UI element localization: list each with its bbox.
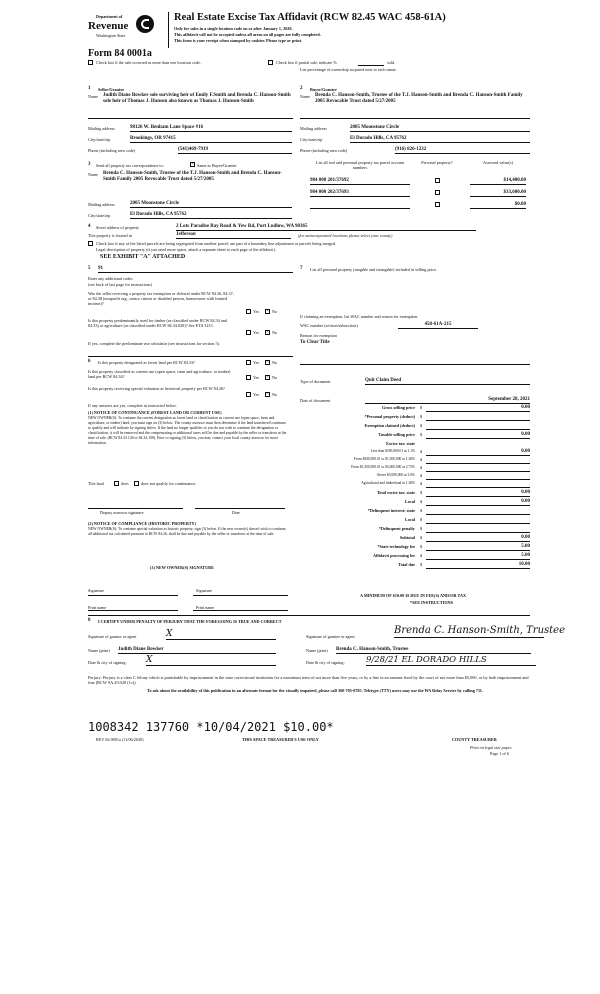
tax-row-label: Affidavit processing fee bbox=[372, 553, 415, 558]
tax-row-dollar: $ bbox=[420, 457, 423, 462]
parcels-header: List all real and personal property tax parcel account numbers bbox=[315, 160, 405, 170]
s6q1-yes-label: Yes bbox=[253, 360, 260, 365]
partial-sale-label: Check box if partial sale, indicate % bbox=[276, 60, 337, 65]
sec3-city[interactable]: El Dorado Hills, CA 95762 bbox=[130, 212, 292, 219]
tax-row-dollar: $ bbox=[420, 423, 423, 428]
owner-signature-label: Signature bbox=[88, 588, 105, 593]
doc-date-label: Date of document bbox=[300, 398, 330, 403]
seller-mailing-label: Mailing address bbox=[88, 126, 115, 131]
assessed-value-header: Assessed value(s) bbox=[483, 160, 513, 165]
multi-location-checkbox[interactable] bbox=[88, 60, 93, 65]
grantee-name-label: Name (print) bbox=[306, 648, 328, 653]
tax-row-label: Exemption claimed (deduct) bbox=[364, 423, 415, 428]
tax-row-dollar: $ bbox=[420, 490, 423, 495]
grantee-date-city[interactable]: 9/28/21 EL DORADO HILLS bbox=[366, 655, 536, 666]
see-instructions-note: *SEE INSTRUCTIONS bbox=[410, 600, 453, 605]
tax-row-dollar: $ bbox=[420, 562, 423, 567]
predominate-use-note: If yes, complete the predominate use calculator (see instructions for section 5). bbox=[88, 341, 220, 346]
assessed-value[interactable]: $0.00 bbox=[470, 202, 526, 209]
q1-no-checkbox[interactable]: × bbox=[266, 309, 269, 314]
seller-city-label: City/state/zip bbox=[88, 137, 111, 142]
tax-row-dollar: $ bbox=[420, 508, 423, 513]
buyer-name[interactable]: Brenda C. Hanson-Smith, Trustee of the T.J. Hanson-Smith and Brenda C. Hanson-Smith Family 2005 Revocable Trust dated 5/27/2005 bbox=[315, 93, 523, 104]
owner-print-name-label-2: Print name bbox=[196, 605, 215, 610]
s6q2-no-label: No bbox=[272, 375, 278, 380]
does-label: does bbox=[121, 481, 129, 486]
tax-row-dollar: $ bbox=[420, 473, 423, 478]
q1-yes-checkbox[interactable] bbox=[246, 309, 251, 314]
does-not-checkbox[interactable] bbox=[134, 481, 139, 486]
exemption-reason[interactable]: To Clear Title bbox=[300, 340, 330, 345]
sec8-number: 8 bbox=[88, 618, 91, 623]
seller-number: 1 bbox=[88, 86, 91, 91]
subtitle-3: This form is your receipt when stamped by cashier. Please type or print. bbox=[174, 38, 303, 43]
exhibit-attached[interactable]: SEE EXHIBIT "A" ATTACHED bbox=[100, 254, 186, 260]
s6q1-no-checkbox[interactable]: × bbox=[266, 360, 269, 365]
tax-row-value[interactable] bbox=[426, 414, 530, 421]
q2-yes-label: Yes bbox=[253, 330, 260, 335]
historic-text: NEW OWNER(S): To continue special valuation as historic property, sign (3) below. If the new owner(s) doesn't wish to continue, all additional tax calculated pursuant to RCW 84.26, shall be due and payable by the seller or transferor at the time of sale. bbox=[88, 527, 287, 536]
timber-question: Is this property predominantly used for timber (as classified under RCW 84.34 and 84.33) or agriculture (as classified under RCW 84.34.020)? See ETA 3215. bbox=[88, 318, 227, 328]
subtitle-1: Only for sales in a single location code on or after January 1, 2020. bbox=[174, 26, 293, 31]
tax-row-value[interactable]: 0.00 bbox=[426, 405, 530, 412]
tax-row-value[interactable] bbox=[426, 517, 530, 524]
wac-number[interactable]: 458-61A-215 bbox=[398, 322, 478, 329]
tax-row-value[interactable]: 0.00 bbox=[426, 535, 530, 542]
q2-no-checkbox[interactable]: × bbox=[266, 330, 269, 335]
segregated-label: Check box if any of the listed parcels are being segregated from another parcel, are part of a boundary line adjustment or parcels being merged. bbox=[96, 241, 337, 246]
deputy-date-label: Date bbox=[232, 510, 240, 515]
tax-row-value[interactable] bbox=[426, 423, 530, 430]
historic-question: Is this property receiving special valuation as historical property per RCW 84.26? bbox=[88, 386, 225, 391]
tax-row-dollar: $ bbox=[420, 414, 423, 419]
doc-type-label: Type of document bbox=[300, 379, 331, 384]
historic-heading: (2) NOTICE OF COMPLIANCE (HISTORIC PROPERTY) bbox=[88, 521, 196, 526]
logo-revenue-word: Revenue bbox=[88, 20, 129, 32]
parcel-number[interactable] bbox=[310, 202, 410, 209]
tax-row-label: Above $3,000,000 at 3.0% bbox=[376, 473, 415, 477]
s6q3-no-label: No bbox=[272, 392, 278, 397]
s6q3-yes-label: Yes bbox=[253, 392, 260, 397]
owner-signature-label-2: Signature bbox=[196, 588, 213, 593]
tax-row-value[interactable] bbox=[426, 465, 530, 472]
grantee-date-label: Date & city of signing: bbox=[306, 660, 345, 665]
forest-question: Is this property designated as forest land per RCW 84.33? bbox=[98, 360, 195, 365]
owner-print-name-label: Print name bbox=[88, 605, 107, 610]
seller-phone-label: Phone (including area code) bbox=[88, 148, 136, 153]
tax-row-label: *Personal property (deduct) bbox=[364, 414, 415, 419]
tax-row-label: Excise tax: state bbox=[386, 441, 415, 446]
sec3-name[interactable]: Brenda C. Hanson-Smith, Trustee of the T.J. Hanson-Smith and Brenda C. Hanson-Smith Family 2005 Revocable Trust dated 5/27/2005 bbox=[103, 171, 282, 182]
location-code[interactable]: 91 bbox=[98, 266, 293, 273]
current-use-question: Is this property classified as current use (open space, farm and agriculture, or timber) land per RCW 84.34? bbox=[88, 369, 231, 379]
sec3-city-label: City/state/zip bbox=[88, 213, 111, 218]
street-address-label: Street address of property bbox=[96, 225, 140, 230]
tax-row-label: Subtotal bbox=[399, 535, 415, 540]
buyer-phone[interactable]: (916) 826-1232 bbox=[395, 147, 530, 154]
exemption-question: Was the seller receiving a property tax exemption or deferral under RCW 84.36, 84.37, or 84.38 (nonprofit org., senior citizen or disabled person, homeowner with limited income)? bbox=[88, 291, 234, 306]
doc-type[interactable]: Quit Claim Deed bbox=[365, 378, 530, 385]
tax-row-value[interactable]: 0.00 bbox=[426, 449, 530, 456]
tax-row-value[interactable]: 0.00 bbox=[426, 490, 530, 497]
does-checkbox[interactable] bbox=[114, 481, 119, 486]
multi-location-label: Check box if the sale occurred in more than one location code. bbox=[96, 60, 201, 65]
legal-desc-label: Legal description of property (if you need more space, attach a separate sheet to each page of the affidavit). bbox=[96, 247, 276, 252]
street-address[interactable]: 2 Lots Paradise Bay Road & Yew Rd, Port Ludlow, WA 98365 bbox=[176, 224, 476, 231]
form-title: Real Estate Excise Tax Affidavit (RCW 82.45 WAC 458-61A) bbox=[174, 12, 446, 23]
parcel-number[interactable]: 984 000 202/37693 bbox=[310, 190, 410, 197]
form-number: Form 84 0001a bbox=[88, 48, 152, 59]
personal-property-checkbox[interactable] bbox=[435, 178, 440, 183]
assessed-value[interactable]: $14,400.00 bbox=[470, 178, 526, 185]
grantor-name[interactable]: Judith Diane Bowker bbox=[118, 647, 276, 654]
tax-row-label: Local bbox=[404, 499, 415, 504]
s6q3-no-checkbox[interactable]: × bbox=[266, 392, 269, 397]
grantor-sig-label: Signature of grantor or agent bbox=[88, 634, 137, 639]
legal-paper-note: Print on legal size paper. bbox=[470, 745, 512, 750]
tax-row-value[interactable] bbox=[426, 457, 530, 464]
sec5-number: 5 bbox=[88, 266, 91, 271]
seller-phone[interactable]: (541)469-7919 bbox=[178, 147, 292, 154]
exemption-note: If claiming an exemption, list WAC number and reason for exemption. bbox=[300, 314, 419, 319]
tax-row-value[interactable] bbox=[426, 508, 530, 515]
tax-row-dollar: $ bbox=[420, 481, 423, 486]
tax-row-label: Gross selling price bbox=[382, 405, 415, 410]
sec6-number: 6 bbox=[88, 359, 91, 364]
grantor-date-label: Date & city of signing: bbox=[88, 660, 127, 665]
doc-date[interactable]: September 28, 2021 bbox=[365, 397, 530, 404]
accessibility-statement: To ask about the availability of this publication in an alternate format for the visually impaired, please call 360-705-6705. Teletype (TTY) users may use the WA Relay Service by calling 711. bbox=[147, 688, 483, 693]
segregated-checkbox[interactable] bbox=[88, 241, 93, 246]
tax-row-value[interactable]: 0.00 bbox=[426, 499, 530, 506]
grantor-date-city[interactable]: X bbox=[146, 655, 276, 666]
grantee-signature[interactable]: Brenda C. Hanson-Smith, Trustee bbox=[394, 625, 566, 636]
tax-row-value[interactable] bbox=[426, 526, 530, 533]
revision-code: REV 84 0001a (11/06/2020) bbox=[96, 737, 144, 742]
cashier-stamp: 1008342 137760 *10/04/2021 $10.00* bbox=[88, 720, 334, 734]
tax-row-label: From $1,500,000.01 to $3,000,000 at 2.75% bbox=[351, 465, 415, 469]
tax-calculation-table bbox=[300, 405, 530, 585]
tax-row-label: Taxable selling price bbox=[378, 432, 415, 437]
reason-label: Reason for exemption bbox=[300, 333, 337, 338]
s6q3-yes-checkbox[interactable] bbox=[246, 392, 251, 397]
personal-property-checkbox[interactable] bbox=[435, 202, 440, 207]
partial-sale-checkbox[interactable] bbox=[268, 60, 273, 65]
s6q1-yes-checkbox[interactable] bbox=[246, 360, 251, 365]
new-owner-signature-heading: (3) NEW OWNER(S) SIGNATURE bbox=[150, 565, 214, 570]
grantee-sig-label: Signature of grantee or agent bbox=[306, 634, 355, 639]
personal-property-list-label: List all personal property (tangible and intangible) included in selling price. bbox=[310, 267, 437, 272]
tax-row-dollar: $ bbox=[420, 449, 423, 454]
tax-row-value[interactable]: 5.00 bbox=[426, 553, 530, 560]
assessed-value[interactable]: $33,600.00 bbox=[470, 190, 526, 197]
sec3-number: 3 bbox=[88, 162, 91, 167]
q1-yes-label: Yes bbox=[253, 309, 260, 314]
q2-no-label: No bbox=[272, 330, 278, 335]
tax-row-dollar: $ bbox=[420, 553, 423, 558]
deputy-signature-label: Deputy assessor signature bbox=[100, 510, 144, 515]
seller-city[interactable]: Brookings, OR 97415 bbox=[130, 136, 292, 143]
tax-row-dollar: $ bbox=[420, 432, 423, 437]
buyer-phone-label: Phone (including area code) bbox=[300, 148, 348, 153]
tax-row-label: Local bbox=[404, 517, 415, 522]
partial-sale-percent-field[interactable] bbox=[358, 65, 384, 66]
tax-row-dollar: $ bbox=[420, 405, 423, 410]
tax-row-dollar: $ bbox=[420, 535, 423, 540]
certify-statement: I CERTIFY UNDER PENALTY OF PERJURY THAT THE FOREGOING IS TRUE AND CORRECT bbox=[98, 619, 282, 624]
tax-row-label: From $500,000.01 to $1,500,000 at 1.28% bbox=[353, 457, 415, 461]
buyer-city[interactable]: El Dorado Hills, CA 95762 bbox=[350, 136, 530, 143]
grantor-name-label: Name (print) bbox=[88, 648, 110, 653]
logo-dept-line: Department of bbox=[96, 14, 123, 19]
tax-row-dollar: $ bbox=[420, 499, 423, 504]
s6q2-no-checkbox[interactable]: × bbox=[266, 375, 269, 380]
subtitle-2: This affidavit will not be accepted unless all areas on all pages are fully completed. bbox=[174, 32, 321, 37]
sec7-number: 7 bbox=[300, 266, 303, 271]
ownership-note: List percentage of ownership acquired next to each name. bbox=[300, 67, 397, 72]
does-not-label: does not qualify for continuance. bbox=[141, 481, 197, 486]
wac-label: WAC number (section/subsection) bbox=[300, 323, 358, 328]
tax-row-dollar: $ bbox=[420, 517, 423, 522]
buyer-number: 2 bbox=[300, 86, 303, 91]
tax-row-value[interactable] bbox=[426, 481, 530, 488]
sec3-mailing[interactable]: 2005 Moonstone Circle bbox=[130, 201, 292, 208]
buyer-mailing[interactable]: 2005 Moonstone Circle bbox=[350, 125, 530, 132]
buyer-city-label: City/state/zip bbox=[300, 137, 323, 142]
additional-codes-label: Enter any additional codes bbox=[88, 276, 133, 281]
wa-seal-icon bbox=[136, 15, 154, 33]
same-as-buyer-label: Same as Buyer/Grantee bbox=[197, 163, 237, 168]
tax-row-label: *State technology fee bbox=[377, 544, 415, 549]
tax-row-label: Total due bbox=[398, 562, 415, 567]
continuance-heading: (1) NOTICE OF CONTINUANCE (FOREST LAND OR CURRENT USE) bbox=[88, 410, 222, 415]
tax-row-dollar: $ bbox=[420, 544, 423, 549]
if-yes-note: If any answers are yes, complete as instructed below. bbox=[88, 403, 177, 408]
this-land-label: This land bbox=[88, 481, 104, 486]
buyer-mailing-label: Mailing address bbox=[300, 126, 327, 131]
treasurer-use-note: THIS SPACE TREASURER'S USE ONLY bbox=[242, 737, 319, 742]
same-as-buyer-checkbox[interactable]: × bbox=[191, 162, 194, 167]
tax-row-label: Less than $500,000.01 at 1.1% bbox=[370, 449, 415, 453]
county[interactable]: Jefferson bbox=[176, 232, 291, 239]
tax-row-value[interactable]: 0.00 bbox=[426, 432, 530, 439]
seller-name-label: Name bbox=[88, 94, 98, 99]
page-number: Page 1 of 6 bbox=[490, 751, 509, 756]
s6q1-no-label: No bbox=[272, 360, 278, 365]
minimum-fee-note: A MINIMUM OF $10.00 IS DUE IN FEE(S) AND/OR TAX bbox=[360, 593, 467, 598]
buyer-heading: Buyer/Grantee bbox=[310, 87, 337, 92]
personal-property-header: Personal property? bbox=[421, 160, 453, 165]
partial-sale-suffix: sold. bbox=[387, 60, 396, 65]
seller-name[interactable]: Judith Diane Bowker sole surviving heir of Emily F.Smith and Brenda C. Hanson-Smith sole heir of Thomas J. Hanson also known as Thomas J. Hanson-Smith bbox=[103, 93, 291, 104]
tax-row-label: Total excise tax: state bbox=[376, 490, 415, 495]
tax-row-value[interactable] bbox=[426, 473, 530, 480]
parcel-number[interactable]: 984 000 201/37692 bbox=[310, 178, 410, 185]
s6q2-yes-checkbox[interactable] bbox=[246, 375, 251, 380]
tax-row-dollar: $ bbox=[420, 526, 423, 531]
continuance-text: NEW OWNER(S): To continue the current designation as forest land or classification as current use (open space, farm and agriculture, or timber) land, you must sign on (3) below. The county assessor must then determine if the land transferred continues to qualify and will indicate by signing below. If the land no longer qualifies or you do not wish to continue the designation or classification, it will be removed and the compensating or additional taxes will be due and payable by the seller or transferor at the time of sale. (RCW 84.33.140 or 84.34.108). Prior to signing (3) below, you may contact your local county assessor for more information. bbox=[88, 416, 287, 445]
grantee-name[interactable]: Brenda C. Hanson-Smith, Trustee bbox=[336, 647, 531, 654]
sec4-number: 4 bbox=[88, 224, 91, 229]
tax-row-label: *Delinquent penalty bbox=[378, 526, 415, 531]
unincorporated-note: (for unincorporated locations please select your county) bbox=[298, 233, 393, 238]
s6q2-yes-label: Yes bbox=[253, 375, 260, 380]
tax-row-label: Agricultural and timberland at 1.28% bbox=[361, 481, 415, 485]
personal-property-checkbox[interactable] bbox=[435, 190, 440, 195]
tax-row-value[interactable]: 5.00 bbox=[426, 544, 530, 551]
county-treasurer: COUNTY TREASURER bbox=[452, 737, 497, 742]
sec3-name-label: Name bbox=[88, 172, 98, 177]
sec3-mailing-label: Mailing address bbox=[88, 202, 115, 207]
seller-mailing[interactable]: 98126 W. Benham Lane Space #16 bbox=[130, 125, 292, 132]
logo-state-line: Washington State bbox=[96, 33, 126, 38]
sec3-label: Send all property tax correspondence to: bbox=[96, 163, 164, 168]
tax-row-value[interactable]: 10.00 bbox=[426, 562, 530, 569]
q1-no-label: No bbox=[272, 309, 278, 314]
located-in-label: This property is located in bbox=[88, 233, 132, 238]
see-back-note: (see back of last page for instructions) bbox=[88, 282, 152, 287]
perjury-statement: Perjury: Perjury is a class C felony which is punishable by imprisonment in the state correctional institution for a maximum term of not more than five years, or by a fine in an amount fixed by the court of not more than $5,000, or by both imprisonment and fine (RCW 9A.20.020 (1c)). bbox=[88, 675, 529, 686]
grantor-signature[interactable]: X bbox=[166, 629, 276, 640]
buyer-name-label: Name bbox=[300, 94, 310, 99]
seller-heading: Seller/Grantor bbox=[98, 87, 125, 92]
tax-row-dollar: $ bbox=[420, 465, 423, 470]
q2-yes-checkbox[interactable] bbox=[246, 330, 251, 335]
tax-row-label: *Delinquent interest: state bbox=[367, 508, 415, 513]
dor-logo bbox=[88, 12, 156, 46]
